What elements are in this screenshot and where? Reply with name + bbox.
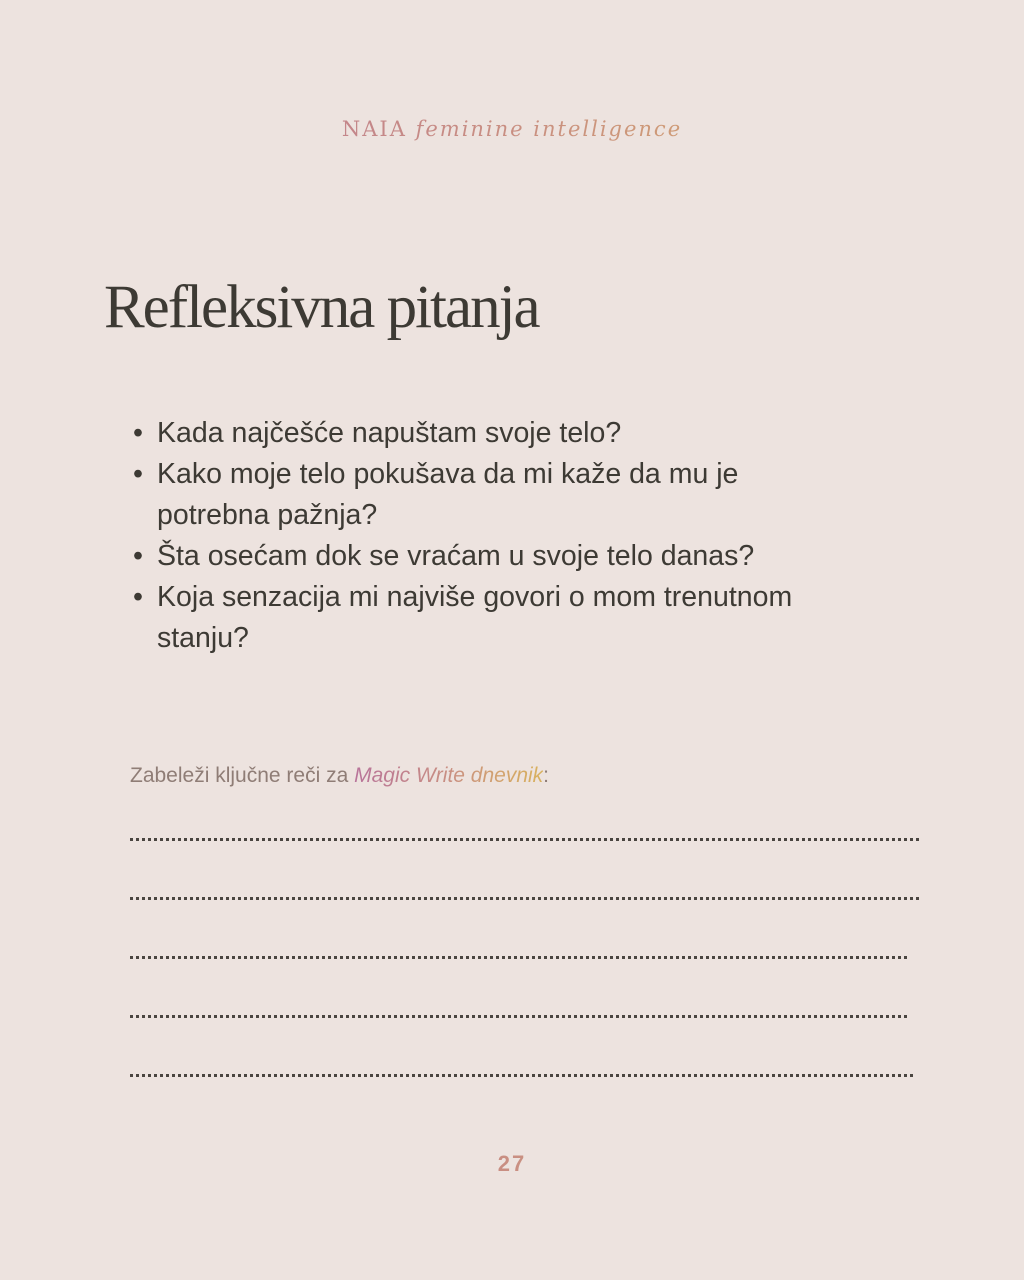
brand-header bbox=[0, 114, 1024, 144]
writing-line[interactable] bbox=[130, 1015, 907, 1018]
journal-note bbox=[130, 762, 549, 790]
question-text: Šta osećam dok se vraćam u svoje telo danas? bbox=[157, 540, 755, 572]
bullet-icon: • bbox=[133, 581, 143, 613]
page-number: 27 bbox=[0, 1150, 1024, 1178]
journal-name: Magic Write dnevnik bbox=[354, 764, 544, 787]
list-item bbox=[133, 454, 797, 536]
list-item bbox=[133, 577, 797, 659]
list-item bbox=[133, 413, 797, 454]
question-text: Koja senzacija mi najviše govori o mom trenutnom stanju? bbox=[157, 581, 793, 654]
page-title: Refleksivna pitanja bbox=[104, 274, 539, 341]
note-prefix: Zabeleži ključne reči za bbox=[130, 764, 355, 787]
bullet-icon: • bbox=[133, 458, 143, 490]
note-suffix: : bbox=[543, 764, 550, 787]
question-text: Kada najčešće napuštam svoje telo? bbox=[157, 417, 622, 449]
question-text: Kako moje telo pokušava da mi kaže da mu je potrebna pažnja? bbox=[157, 458, 739, 531]
question-list bbox=[133, 413, 797, 659]
writing-line[interactable] bbox=[130, 956, 907, 959]
brand-name: NAIA bbox=[341, 117, 407, 141]
brand-tagline: feminine intelligence bbox=[415, 117, 683, 141]
bullet-icon: • bbox=[133, 540, 143, 572]
writing-line[interactable] bbox=[130, 1074, 913, 1077]
writing-line[interactable] bbox=[130, 838, 919, 841]
writing-line[interactable] bbox=[130, 897, 919, 900]
bullet-icon: • bbox=[133, 417, 143, 449]
list-item bbox=[133, 536, 797, 577]
